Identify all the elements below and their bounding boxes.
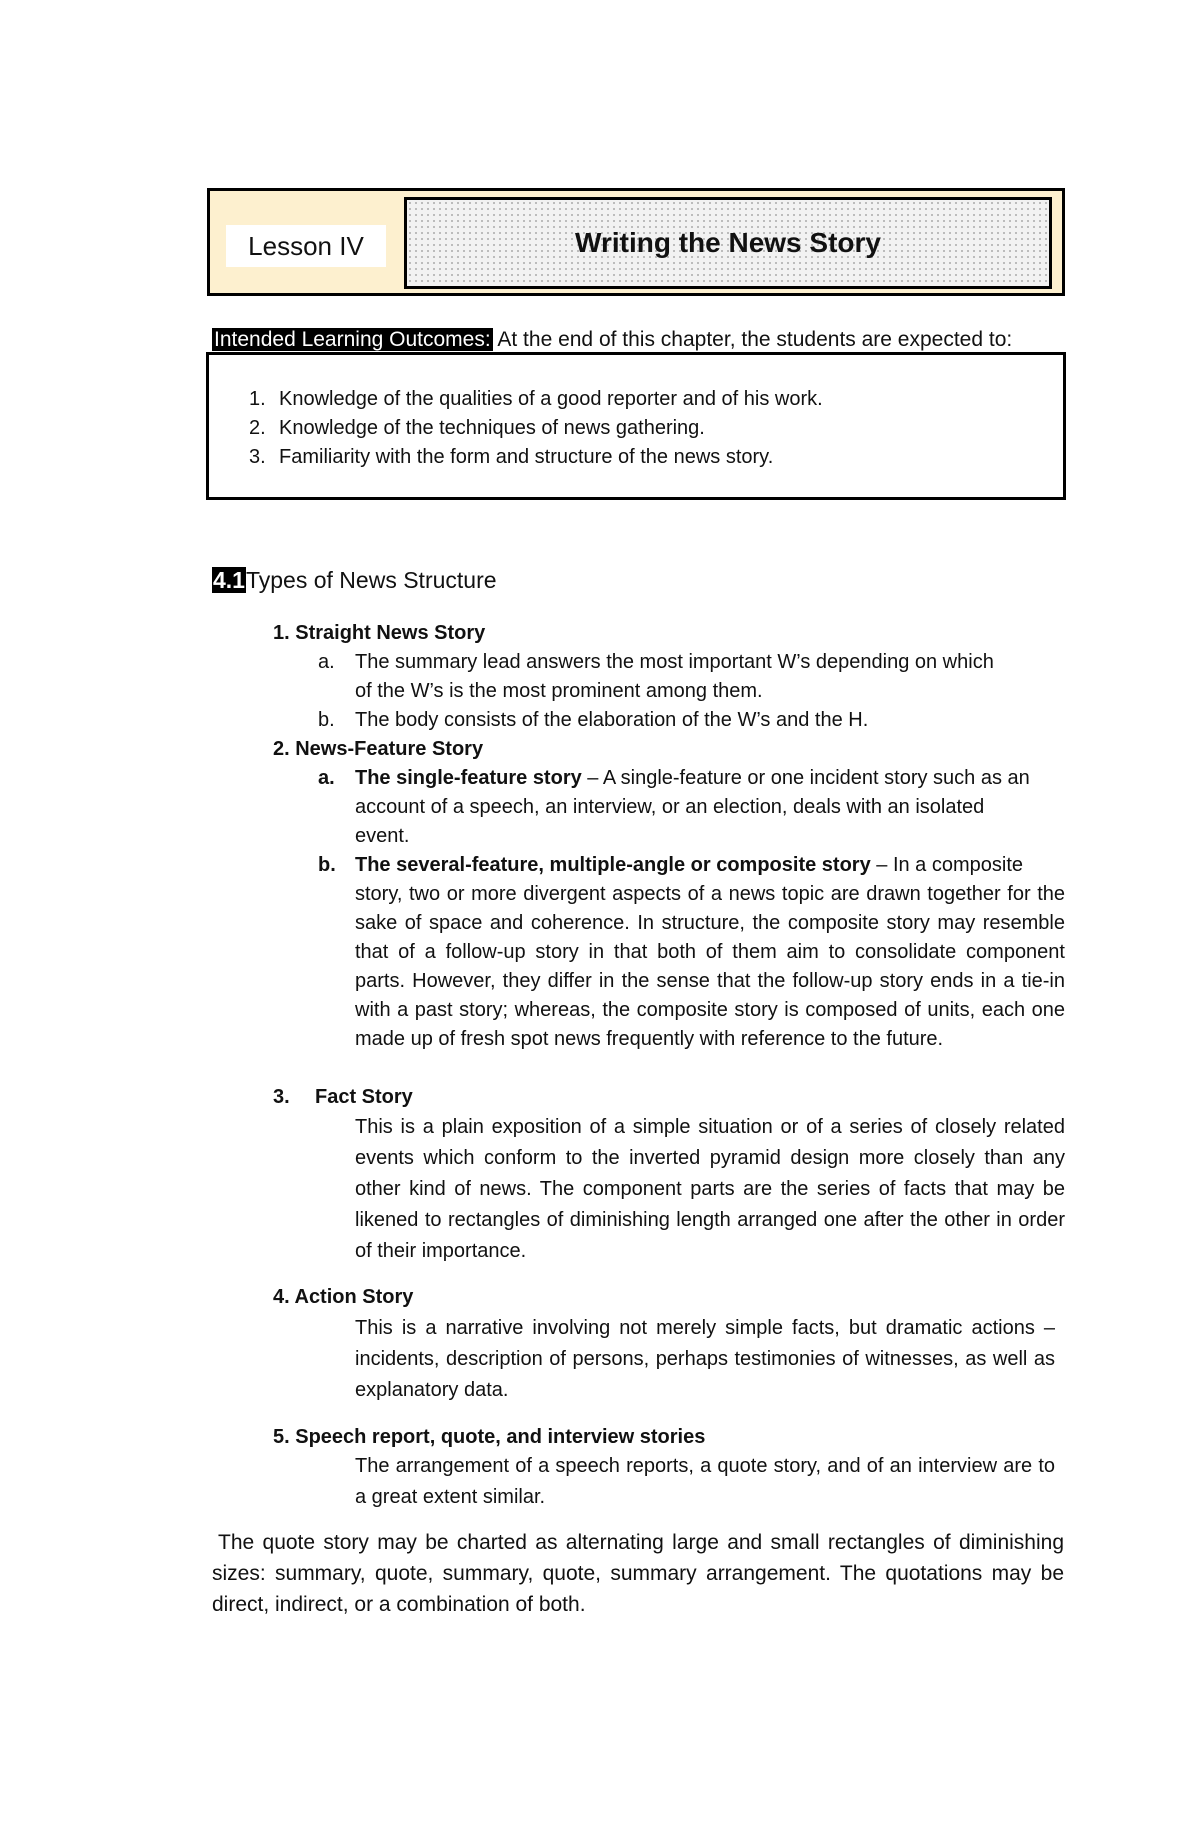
ilo-item-text: Familiarity with the form and structure of the news story. <box>279 446 774 468</box>
feature-a-marker: a. <box>318 767 335 789</box>
ilo-item-number: 3. <box>249 446 266 468</box>
speech-story-heading: 5. Speech report, quote, and interview stories <box>273 1426 706 1448</box>
ilo-item-text: Knowledge of the techniques of news gathering. <box>279 417 705 439</box>
straight-a-line1: The summary lead answers the most important W’s depending on which <box>355 651 994 673</box>
ilo-box <box>206 352 1066 500</box>
feature-b-title: The several-feature, multiple-angle or composite story <box>355 854 871 876</box>
ilo-label: Intended Learning Outcomes: <box>214 328 491 351</box>
section-number: 4.1 <box>213 567 245 593</box>
lesson-title-box <box>404 197 1052 289</box>
feature-a-line1 <box>355 764 1030 793</box>
fact-story-number: 3. <box>273 1086 290 1108</box>
section-title: Types of News Structure <box>245 567 497 593</box>
fact-story-paragraph: This is a plain exposition of a simple situation or of a series of closely related events which conform to the inverted pyramid design more closely than any other kind of news. The component parts are the series of facts that may be likened to rectangles of diminishing length arranged one after the other in order of their importance. <box>355 1116 1065 1262</box>
action-story-paragraph: This is a narrative involving not merely simple facts, but dramatic actions – incidents, description of persons, perhaps testimonies of witnesses, as well as explanatory data. <box>355 1317 1055 1401</box>
straight-a-marker: a. <box>318 651 335 673</box>
ilo-item-number: 2. <box>249 417 266 439</box>
feature-a-title: The single-feature story <box>355 767 582 789</box>
straight-news-heading: 1. Straight News Story <box>273 622 486 644</box>
feature-b-marker: b. <box>318 854 336 876</box>
action-story-heading: 4. Action Story <box>273 1286 414 1308</box>
feature-b-paragraph: story, two or more divergent aspects of a news topic are drawn together for the sake of space and coherence. In structure, the composite story may resemble that of a follow-up story in that both of them aim to consolidate component parts. However, they differ in the sense that the follow-up story ends in a tie-in with a past story; whereas, the composite story is composed of units, each one made up of fresh spot news frequently with reference to the future. <box>355 883 1065 1050</box>
section-heading <box>212 564 497 596</box>
fact-story-heading: Fact Story <box>315 1086 413 1108</box>
feature-b-line1 <box>355 851 1023 880</box>
lesson-title: Writing the News Story <box>575 227 881 258</box>
feature-a-line3: event. <box>355 825 410 847</box>
ilo-intro: At the end of this chapter, the students are expected to: <box>497 328 1013 351</box>
ilo-item-text: Knowledge of the qualities of a good reporter and of his work. <box>279 388 823 410</box>
ilo-line <box>212 326 1012 354</box>
feature-b-line1-rest: – In a composite <box>870 854 1024 876</box>
feature-a-line2: account of a speech, an interview, or an election, deals with an isolated <box>355 796 985 818</box>
feature-a-line1-rest: – A single-feature or one incident story such as an <box>581 767 1030 789</box>
straight-b-line1: The body consists of the elaboration of the W’s and the H. <box>355 709 869 731</box>
straight-a-line2: of the W’s is the most prominent among them. <box>355 680 763 702</box>
ilo-list <box>249 385 823 472</box>
ilo-item-number: 1. <box>249 388 266 410</box>
ilo-item <box>249 385 823 414</box>
ilo-item <box>249 443 823 472</box>
straight-b-marker: b. <box>318 709 335 731</box>
news-feature-heading: 2. News-Feature Story <box>273 738 484 760</box>
closing-paragraph: The quote story may be charted as alternating large and small rectangles of diminishing sizes: summary, quote, summary, quote, summary arrangement. The quotations may be direct, indirect, or a combination of both. <box>212 1531 1064 1616</box>
lesson-header <box>207 188 1065 296</box>
ilo-item <box>249 414 823 443</box>
speech-story-paragraph: The arrangement of a speech reports, a quote story, and of an interview are to a great extent similar. <box>355 1455 1055 1508</box>
lesson-label: Lesson IV <box>226 225 386 267</box>
